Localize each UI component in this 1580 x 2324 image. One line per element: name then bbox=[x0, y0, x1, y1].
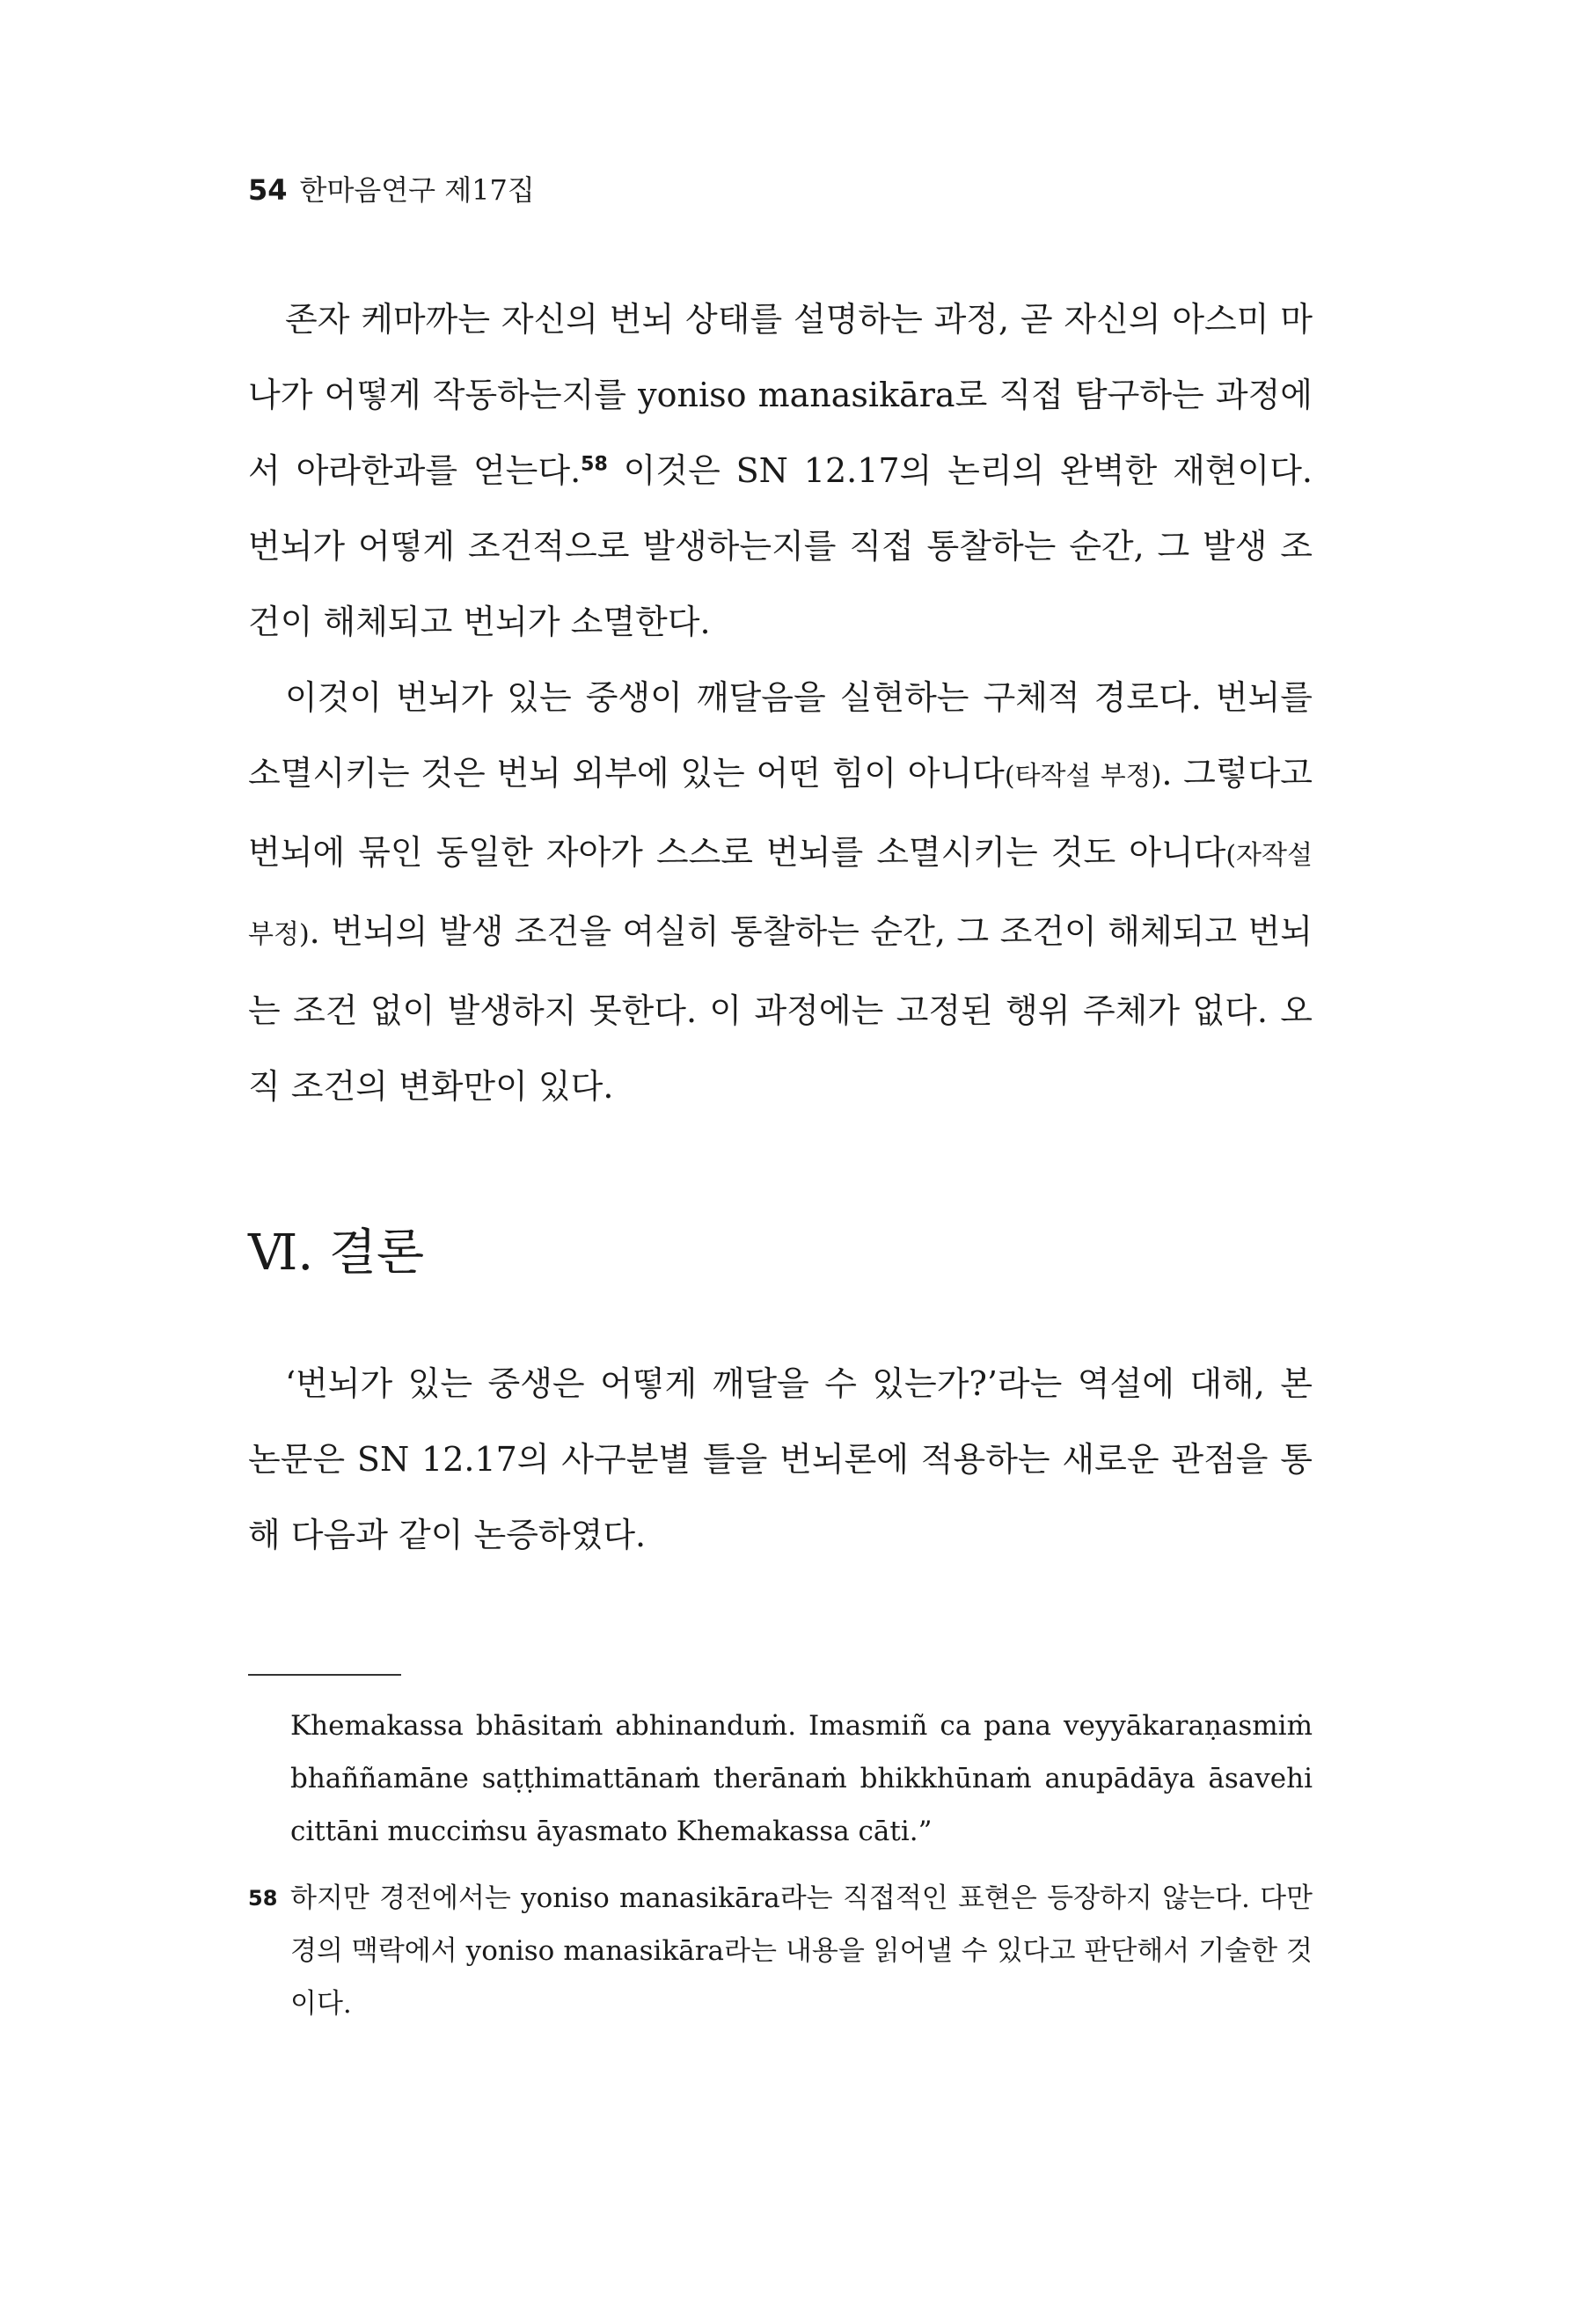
paragraph-text: 이것은 SN 12.17의 논리의 완벽한 재현이다. 번뇌가 어떻게 조건적으로 발생하는지를 직접 통찰하는 순간, 그 발생 조건이 해체되고 번뇌가 소멸한다. bbox=[248, 451, 1313, 641]
section-heading: Ⅵ. 결론 bbox=[248, 1224, 425, 1282]
parenthetical-note: (타작설 부정) bbox=[1004, 761, 1162, 792]
paragraph-text: . 번뇌의 발생 조건을 여실히 통찰하는 순간, 그 조건이 해체되고 번뇌는 조건 없이 발생하지 못한다. 이 과정에는 고정된 행위 주체가 없다. 오직 조건의 변화만이 있다. bbox=[248, 912, 1313, 1106]
body-paragraph-3: ‘번뇌가 있는 중생은 어떻게 깨달을 수 있는가?’라는 역설에 대해, 본 논문은 SN 12.17의 사구분별 틀을 번뇌론에 적용하는 새로운 관점을 통해 다음과 같이 논증하였다. bbox=[248, 1364, 1313, 1554]
body-paragraph-2 bbox=[248, 660, 1313, 1124]
footnote-continuation: Khemakassa bhāsitaṁ abhinanduṁ. Imasmiñ ca pana veyyākaraṇasmiṁ bhaññamāne saṭṭhimattānaṁ therānaṁ bhikkhūnaṁ anupādāya āsavehi cittāni mucciṁsu āyasmato Khemakassa cāti.” bbox=[290, 1710, 1313, 1847]
footnote-number: 58 bbox=[248, 1886, 278, 1911]
footnote-reference[interactable]: 58 bbox=[581, 453, 608, 476]
running-header bbox=[248, 172, 535, 208]
journal-title: 한마음연구 제17집 bbox=[299, 173, 535, 207]
footnote-text: 하지만 경전에서는 yoniso manasikāra라는 직접적인 표현은 등장하지 않는다. 다만 경의 맥락에서 yoniso manasikāra라는 내용을 읽어낼 수 있다고 판단해서 기술한 것이다. bbox=[290, 1882, 1313, 2020]
footnote-divider bbox=[248, 1674, 401, 1676]
paragraph-text: 이것이 번뇌가 있는 중생이 깨달음을 실현하는 구체적 경로다. 번뇌를 소멸시키는 것은 번뇌 외부에 있는 어떤 힘이 아니다 bbox=[248, 678, 1313, 793]
paragraph-text: . 그렇다고 번뇌에 묶인 동일한 자아가 스스로 번뇌를 소멸시키는 것도 아니다 bbox=[248, 754, 1313, 872]
paragraph-text: 존자 케마까는 자신의 번뇌 상태를 설명하는 과정, 곧 자신의 아스미 마나가 어떻게 작동하는지를 yoniso manasikāra로 직접 탐구하는 과정에서 아라한과를 얻는다. bbox=[248, 300, 1313, 490]
footnote-58 bbox=[248, 1872, 1313, 2030]
page-number: 54 bbox=[248, 173, 288, 207]
parenthetical-note: (자작설 부정) bbox=[248, 840, 1313, 950]
body-paragraph-1 bbox=[248, 281, 1313, 660]
